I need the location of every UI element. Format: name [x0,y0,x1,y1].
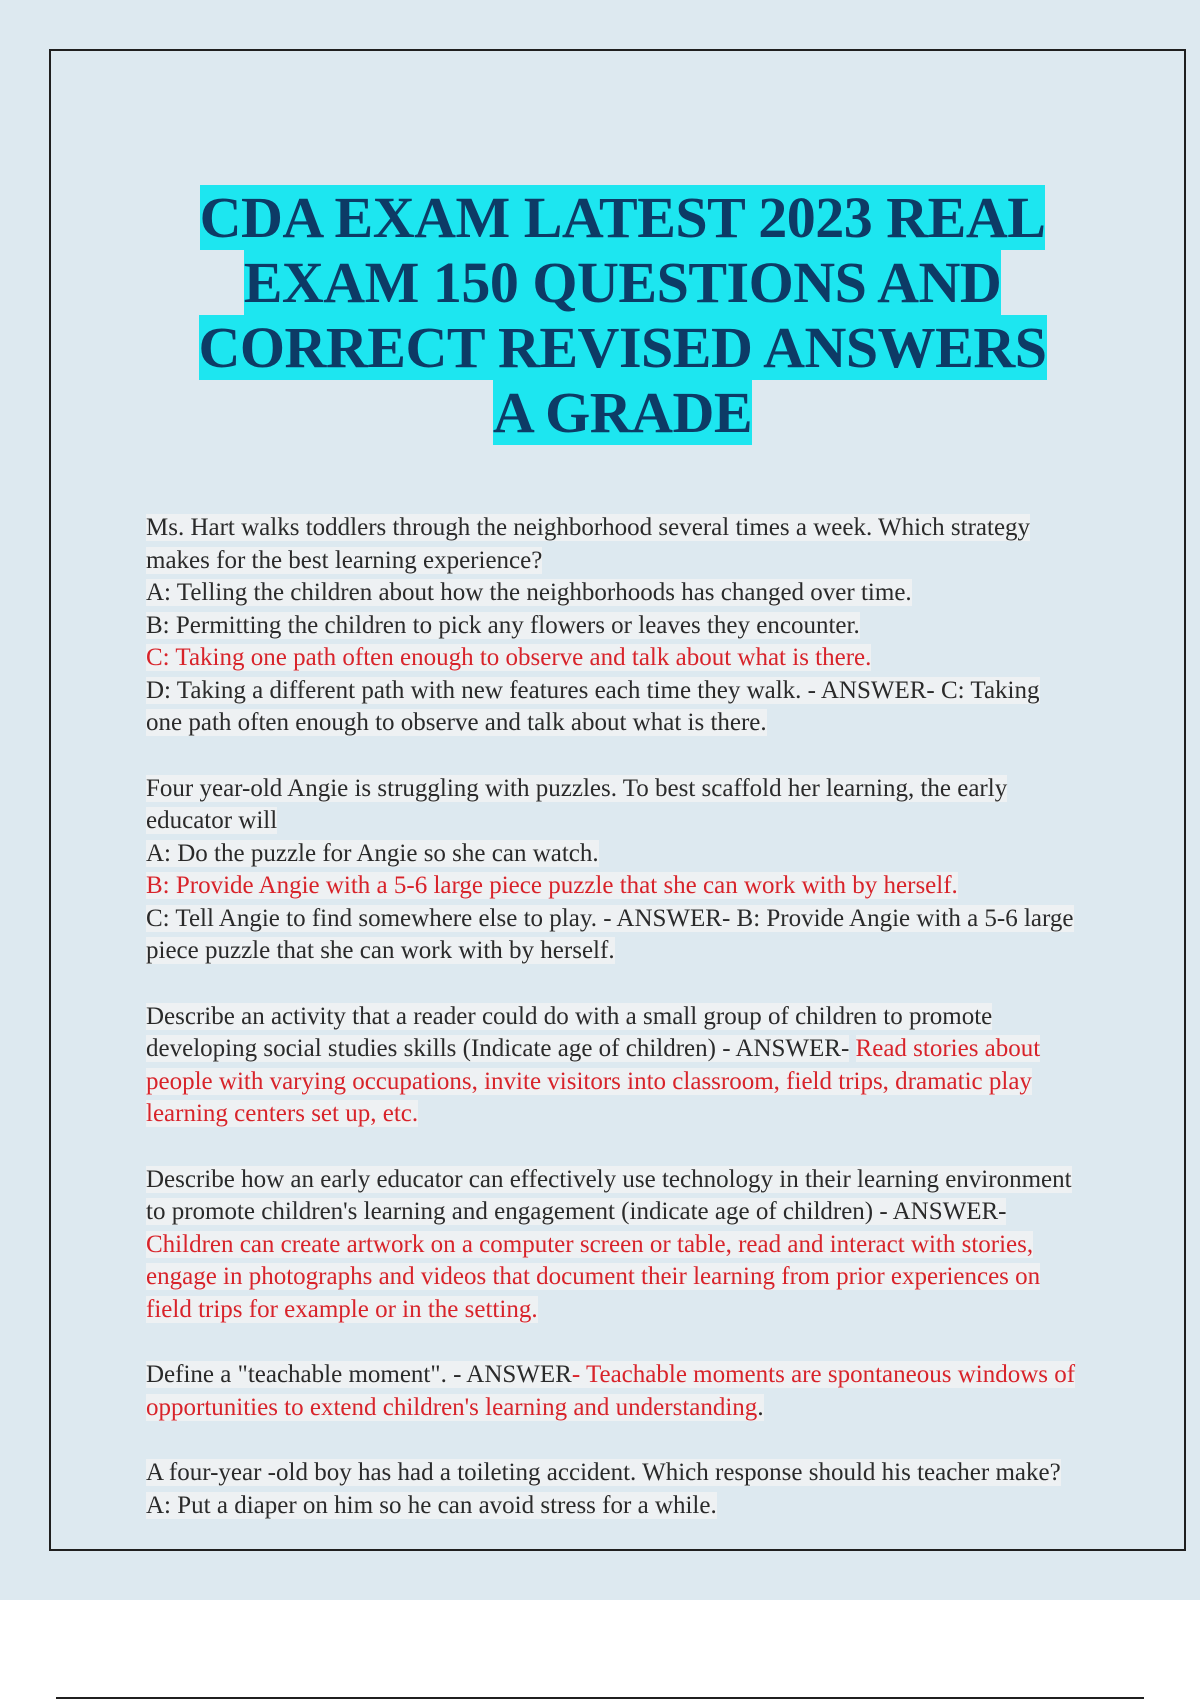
footer-rule [56,1697,1144,1699]
title-line: CORRECT REVISED ANSWERS [198,315,1047,380]
answer-text: Read stories about people with varying occupations, invite visitors into classroom, field trips, dramatic play learning centers set up, etc. [146,1035,1041,1127]
question-stem: Four year-old Angie is struggling with puzzles. To best scaffold her learning, the early educator will [146,774,1008,834]
answer-text: - Teachable moments are spontaneous windows of opportunities to extend children's learning and understanding [146,1361,1076,1421]
question-stem: Ms. Hart walks toddlers through the neighborhood several times a week. Which strategy makes for the best learning experience? [146,514,1031,574]
title-line: CDA EXAM LATEST 2023 REAL [199,185,1046,250]
question-stem: A four-year -old boy has had a toileting accident. Which response should his teacher make? [146,1459,1061,1486]
title-line: EXAM 150 QUESTIONS AND [243,250,1002,315]
document-body [146,512,1081,1555]
question-text: Define a "teachable moment". - ANSWER [146,1361,572,1388]
option-a: A: Telling the children about how the neighborhoods has changed over time. [146,579,912,606]
option-c-with-answer: C: Tell Angie to find somewhere else to play. - ANSWER- B: Provide Angie with a 5-6 large piece puzzle that she can work with by herself. [146,904,1074,964]
question-block-3 [146,1001,1081,1131]
question-block-2 [146,773,1081,968]
question-text: Describe how an early educator can effectively use technology in their learning environment to promote children's learning and engagement (indicate age of children) - ANSWER- [146,1165,1072,1225]
answer-tail: . [757,1393,764,1421]
option-b-correct: B: Provide Angie with a 5-6 large piece puzzle that she can work with by herself. [146,872,958,899]
document-title [150,185,1095,445]
question-block-6 [146,1457,1081,1522]
option-a: A: Put a diaper on him so he can avoid stress for a while. [146,1491,717,1519]
question-block-1 [146,512,1081,740]
option-c-correct: C: Taking one path often enough to observe and talk about what is there. [146,644,872,671]
question-text: Describe an activity that a reader could do with a small group of children to promote developing social studies skills (Indicate age of children) - ANSWER- [146,1002,993,1062]
option-b: B: Permitting the children to pick any flowers or leaves they encounter. [146,611,860,639]
question-block-4 [146,1164,1081,1327]
title-line: A GRADE [492,380,753,445]
option-d-with-answer: D: Taking a different path with new features each time they walk. - ANSWER- C: Taking one path often enough to observe and talk about what is there. [146,676,1040,736]
option-a: A: Do the puzzle for Angie so she can watch. [146,839,599,867]
question-block-5 [146,1359,1081,1424]
answer-text: Children can create artwork on a computer screen or table, read and interact with stories, engage in photographs and videos that document their learning from prior experiences on field trips for example or in the setting. [146,1230,1041,1323]
